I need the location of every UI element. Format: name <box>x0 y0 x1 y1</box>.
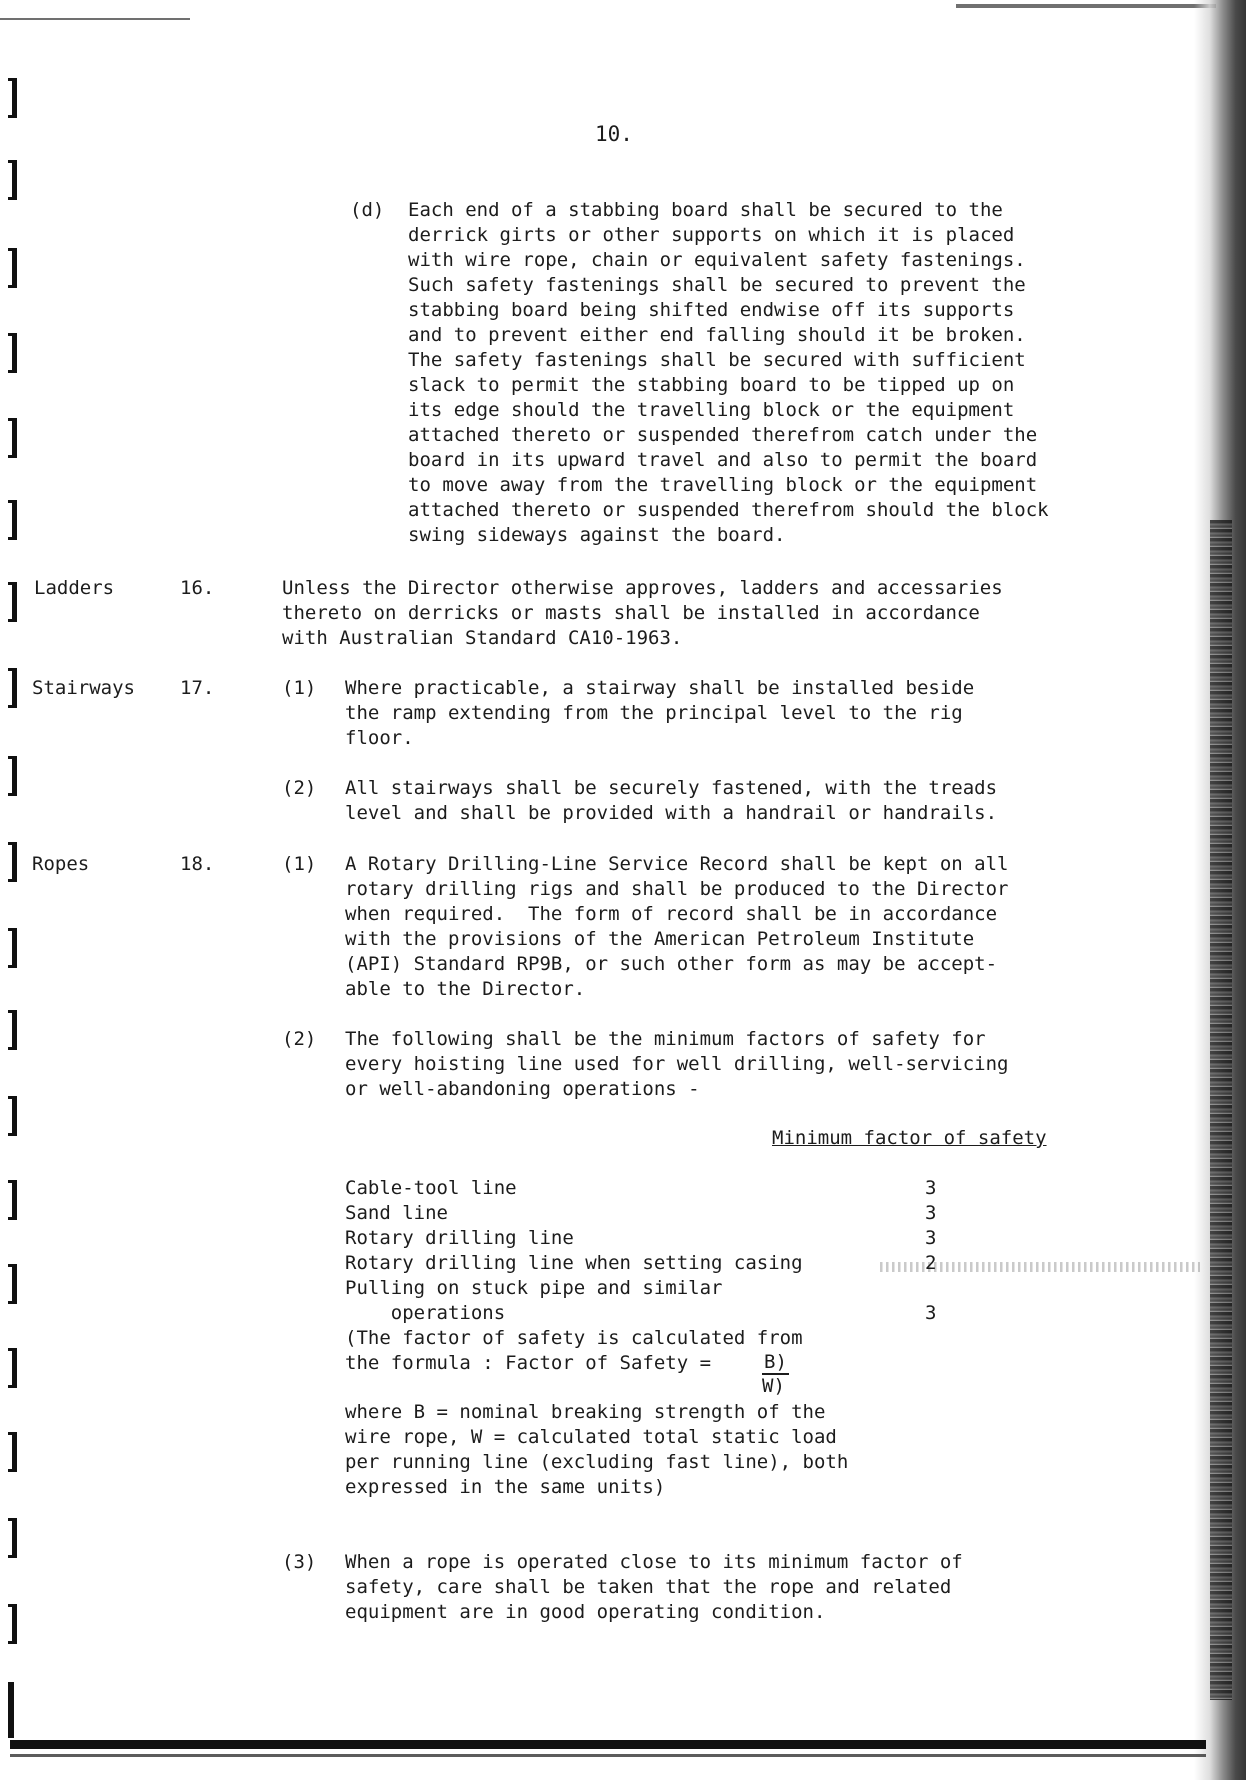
factor-value: 3 <box>925 1227 937 1249</box>
factor-value: 3 <box>925 1302 937 1324</box>
paragraph-label: (1) <box>282 677 317 699</box>
paragraph-label: (1) <box>282 853 317 875</box>
section-16-text <box>282 576 1003 651</box>
factor-name: operations <box>345 1302 506 1324</box>
text-line: every hoisting line used for well drilling, well-servicing <box>345 1053 1009 1075</box>
binder-bracket <box>8 1010 17 1050</box>
factor-value: 3 <box>925 1202 937 1224</box>
text-line: rotary drilling rigs and shall be produced to the Director <box>345 878 1009 900</box>
binder-bracket <box>8 1348 17 1388</box>
text-line: The safety fastenings shall be secured with sufficient <box>408 349 1026 371</box>
scan-edge-right-noise <box>1210 520 1232 1700</box>
text-line: expressed in the same units) <box>345 1476 666 1498</box>
binder-bracket <box>8 928 17 968</box>
section-17-para-1 <box>345 676 974 751</box>
text-line: derrick girts or other supports on which it is placed <box>408 224 1015 246</box>
text-line: When a rope is operated close to its minimum factor of <box>345 1551 963 1573</box>
binder-bracket <box>8 160 17 200</box>
text-line: A Rotary Drilling-Line Service Record shall be kept on all <box>345 853 1009 875</box>
binder-bracket <box>8 1180 17 1220</box>
binder-bracket <box>8 582 17 622</box>
binder-bracket <box>8 333 17 373</box>
binder-bracket <box>8 668 17 708</box>
scan-edge-top-left <box>0 18 190 20</box>
text-line: to move away from the travelling block or the equipment <box>408 474 1038 496</box>
paragraph-label: (2) <box>282 1028 317 1050</box>
binder-bracket <box>8 1432 17 1472</box>
fraction-denominator: W) <box>762 1375 785 1397</box>
scan-edge-bottom <box>10 1740 1206 1749</box>
text-line: with the provisions of the American Petroleum Institute <box>345 928 975 950</box>
paragraph-label: (3) <box>282 1551 317 1573</box>
text-line: the formula : Factor of Safety = <box>345 1352 712 1374</box>
binder-bracket <box>8 1518 17 1558</box>
binder-bracket <box>8 842 17 882</box>
formula-fraction <box>762 1351 789 1397</box>
binder-bracket <box>8 1096 17 1136</box>
text-line: Where practicable, a stairway shall be installed beside <box>345 677 975 699</box>
text-line: and to prevent either end falling should it be broken. <box>408 324 1026 346</box>
text-line: Such safety fastenings shall be secured to prevent the <box>408 274 1026 296</box>
section-number: 18. <box>180 853 215 875</box>
binder-bracket <box>8 756 17 796</box>
binder-bracket <box>8 1682 14 1738</box>
text-line: wire rope, W = calculated total static load <box>345 1426 837 1448</box>
text-line: equipment are in good operating condition. <box>345 1601 826 1623</box>
text-line: board in its upward travel and also to permit the board <box>408 449 1038 471</box>
text-line: The following shall be the minimum factors of safety for <box>345 1028 986 1050</box>
factor-table-heading: Minimum factor of safety <box>772 1127 1047 1149</box>
scan-edge-bottom-shadow <box>10 1754 1206 1757</box>
factor-value: 2 <box>925 1252 937 1274</box>
binder-bracket <box>8 1264 17 1304</box>
factor-name: Cable-tool line <box>345 1177 517 1199</box>
section-18-para-2 <box>345 1027 1008 1102</box>
section-17-para-2 <box>345 776 997 826</box>
section-18-para-3 <box>345 1550 963 1625</box>
formula-text <box>345 1326 803 1376</box>
text-line: safety, care shall be taken that the rope and related <box>345 1576 952 1598</box>
factor-value: 3 <box>925 1177 937 1199</box>
binder-bracket <box>8 418 17 458</box>
binder-bracket <box>8 1604 17 1644</box>
paragraph-label: (d) <box>350 199 385 221</box>
fraction-numerator: B) <box>764 1351 787 1373</box>
text-line: when required. The form of record shall be in accordance <box>345 903 998 925</box>
text-line: thereto on derricks or masts shall be installed in accordance <box>282 602 980 624</box>
text-line: (API) Standard RP9B, or such other form as may be accept- <box>345 953 998 975</box>
section-number: 17. <box>180 677 215 699</box>
text-line: where B = nominal breaking strength of the <box>345 1401 826 1423</box>
formula-definitions <box>345 1400 848 1500</box>
text-line: stabbing board being shifted endwise off its supports <box>408 299 1015 321</box>
text-line: per running line (excluding fast line), both <box>345 1451 849 1473</box>
text-line: attached thereto or suspended therefrom catch under the <box>408 424 1038 446</box>
text-line: with Australian Standard CA10-1963. <box>282 627 683 649</box>
margin-heading-stairways: Stairways <box>32 677 135 699</box>
text-line: All stairways shall be securely fastened, with the treads <box>345 777 998 799</box>
text-line: attached thereto or suspended therefrom should the block <box>408 499 1049 521</box>
margin-heading-ropes: Ropes <box>32 853 90 875</box>
scan-edge-top-right <box>956 4 1216 8</box>
text-line: Unless the Director otherwise approves, ladders and accessaries <box>282 577 1003 599</box>
text-line: floor. <box>345 727 414 749</box>
page-number: 10. <box>595 122 633 146</box>
factor-name: Rotary drilling line <box>345 1227 574 1249</box>
paragraph-label: (2) <box>282 777 317 799</box>
factor-name: Sand line <box>345 1202 448 1224</box>
paragraph-d <box>408 198 1049 548</box>
text-line: slack to permit the stabbing board to be tipped up on <box>408 374 1015 396</box>
margin-heading-ladders: Ladders <box>34 577 115 599</box>
factor-name: Rotary drilling line when setting casing <box>345 1252 803 1274</box>
text-line: (The factor of safety is calculated from <box>345 1327 803 1349</box>
text-line: swing sideways against the board. <box>408 524 786 546</box>
text-line: able to the Director. <box>345 978 586 1000</box>
factor-name: Pulling on stuck pipe and similar <box>345 1277 723 1299</box>
text-line: or well-abandoning operations - <box>345 1078 700 1100</box>
section-18-para-1 <box>345 852 1008 1002</box>
binder-bracket <box>8 500 17 540</box>
section-number: 16. <box>180 577 215 599</box>
text-line: Each end of a stabbing board shall be secured to the <box>408 199 1003 221</box>
text-line: with wire rope, chain or equivalent safety fastenings. <box>408 249 1026 271</box>
text-line: level and shall be provided with a handrail or handrails. <box>345 802 998 824</box>
binder-bracket <box>8 248 17 288</box>
text-line: the ramp extending from the principal level to the rig <box>345 702 963 724</box>
binder-bracket <box>8 78 17 118</box>
text-line: its edge should the travelling block or the equipment <box>408 399 1015 421</box>
